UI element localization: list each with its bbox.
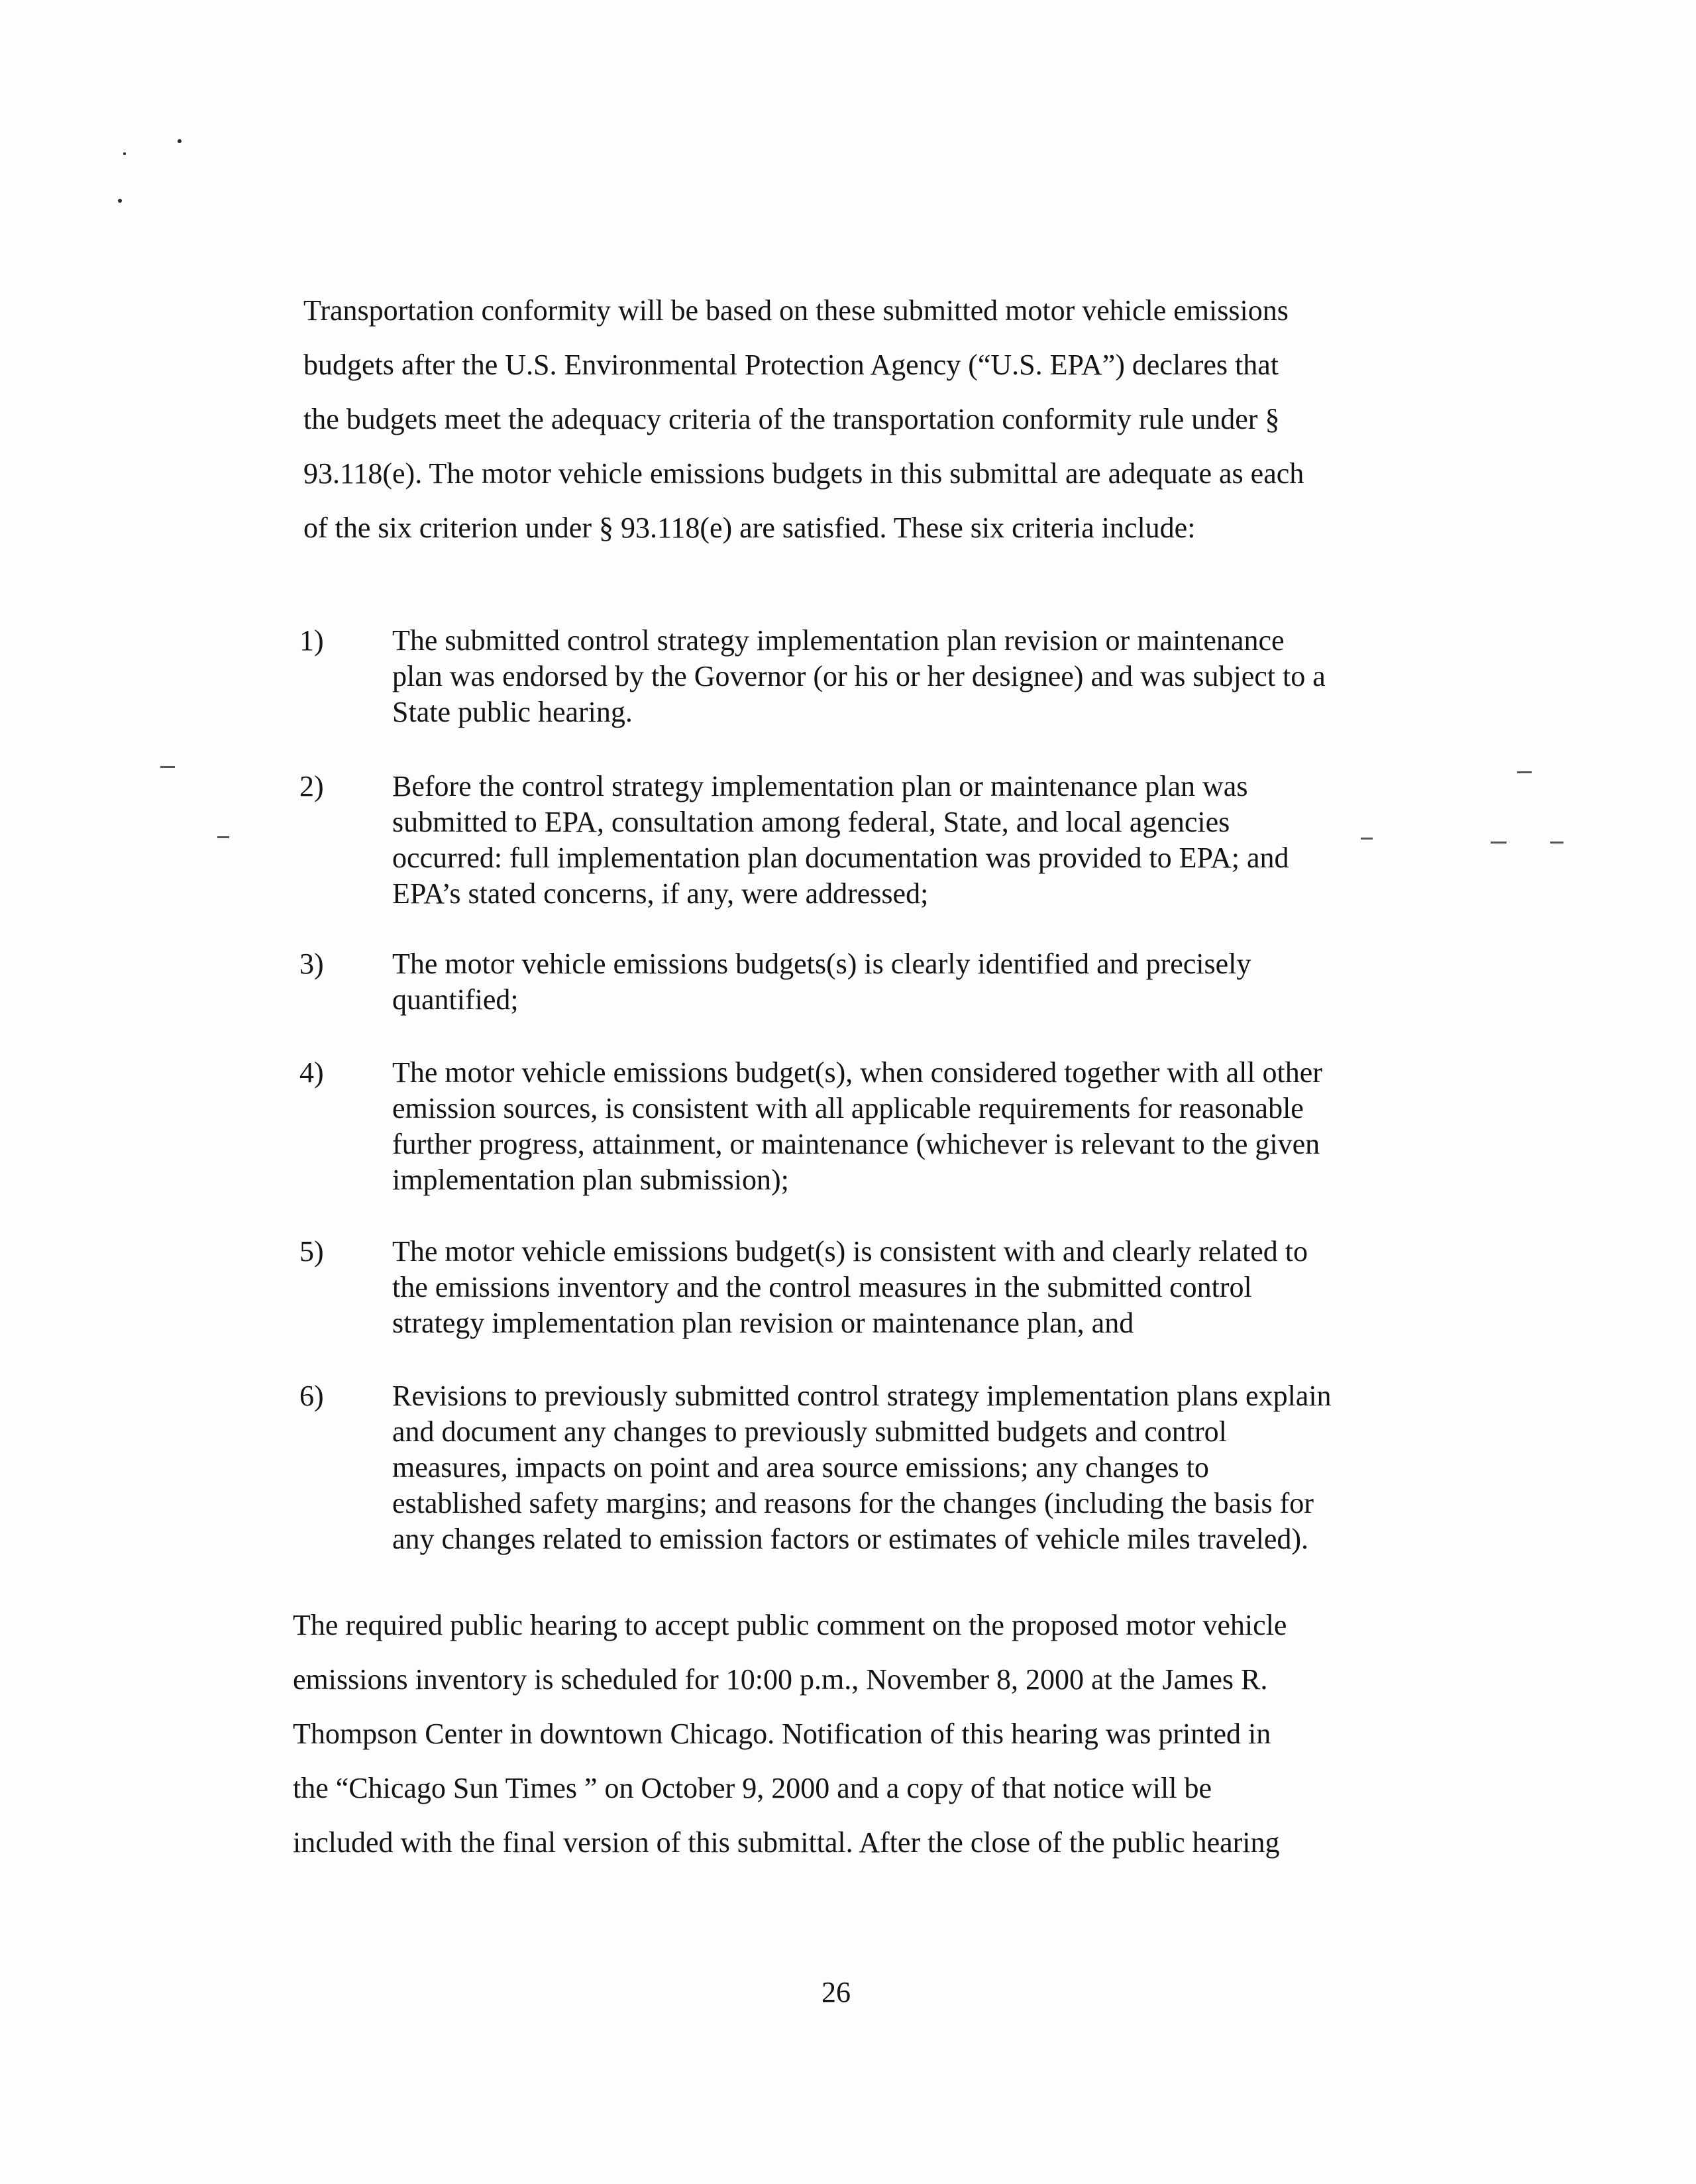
text-line: The submitted control strategy implementation plan revision or maintenance: [392, 624, 1285, 657]
scan-dash: [160, 766, 175, 768]
text-line: established safety margins; and reasons for the changes (including the basis for: [392, 1487, 1314, 1519]
criterion-number: 1): [299, 624, 324, 657]
criterion-text: [392, 1378, 1452, 1557]
text-line: occurred: full implementation plan documentation was provided to EPA; and: [392, 842, 1289, 874]
text-line: The required public hearing to accept public comment on the proposed motor vehicle: [293, 1609, 1287, 1641]
text-line: EPA’s stated concerns, if any, were addressed;: [392, 877, 929, 910]
criterion-number: 2): [299, 770, 324, 802]
scan-dash: [217, 836, 229, 838]
text-line: The motor vehicle emissions budget(s) is consistent with and clearly related to: [392, 1235, 1308, 1268]
criterion-text: [392, 946, 1452, 1018]
text-line: the budgets meet the adequacy criteria of the transportation conformity rule under §: [303, 403, 1280, 435]
criterion-text: [392, 1234, 1452, 1341]
text-line: Thompson Center in downtown Chicago. Notification of this hearing was printed in: [293, 1718, 1271, 1750]
scan-speck: [118, 199, 122, 203]
text-line: The motor vehicle emissions budget(s), when considered together with all other: [392, 1056, 1322, 1089]
text-line: further progress, attainment, or maintenance (whichever is relevant to the given: [392, 1128, 1320, 1160]
text-line: plan was endorsed by the Governor (or his or her designee) and was subject to a: [392, 660, 1326, 692]
criterion-number: 5): [299, 1235, 324, 1268]
text-line: Revisions to previously submitted control strategy implementation plans explain: [392, 1380, 1332, 1412]
text-line: measures, impacts on point and area source emissions; any changes to: [392, 1451, 1209, 1484]
text-line: 93.118(e). The motor vehicle emissions budgets in this submittal are adequate as each: [303, 457, 1304, 490]
text-line: State public hearing.: [392, 696, 633, 728]
scan-speck: [178, 139, 182, 143]
text-line: and document any changes to previously submitted budgets and control: [392, 1415, 1227, 1448]
text-line: implementation plan submission);: [392, 1164, 789, 1196]
scan-dash: [1491, 842, 1507, 844]
text-line: included with the final version of this submittal. After the close of the public hearing: [293, 1826, 1280, 1859]
text-line: emission sources, is consistent with all applicable requirements for reasonable: [392, 1092, 1304, 1124]
text-line: any changes related to emission factors or estimates of vehicle miles traveled).: [392, 1523, 1309, 1555]
text-line: of the six criterion under § 93.118(e) are satisfied. These six criteria include:: [303, 512, 1196, 544]
text-line: The motor vehicle emissions budgets(s) is clearly identified and precisely: [392, 948, 1251, 980]
text-line: Transportation conformity will be based on these submitted motor vehicle emissions: [303, 294, 1289, 327]
text-line: strategy implementation plan revision or maintenance plan, and: [392, 1307, 1134, 1339]
criterion-number: 6): [299, 1380, 324, 1412]
criterion-text: [392, 623, 1452, 730]
intro-paragraph: [303, 284, 1304, 555]
text-line: budgets after the U.S. Environmental Protection Agency (“U.S. EPA”) declares that: [303, 349, 1279, 381]
criterion-text: [392, 769, 1452, 912]
page-number: 26: [822, 1976, 851, 2008]
criterion-number: 3): [299, 948, 324, 980]
text-line: Before the control strategy implementation plan or maintenance plan was: [392, 770, 1248, 802]
criterion-text: [392, 1055, 1452, 1198]
scan-dash: [1550, 842, 1564, 844]
closing-paragraph: [293, 1598, 1287, 1870]
text-line: the “Chicago Sun Times ” on October 9, 2000 and a copy of that notice will be: [293, 1772, 1212, 1804]
text-line: emissions inventory is scheduled for 10:00 p.m., November 8, 2000 at the James R.: [293, 1663, 1268, 1696]
text-line: quantified;: [392, 983, 519, 1016]
scan-dash: [1517, 771, 1532, 773]
criterion-number: 4): [299, 1056, 324, 1089]
scan-speck: [123, 152, 126, 155]
text-line: the emissions inventory and the control measures in the submitted control: [392, 1271, 1252, 1303]
text-line: submitted to EPA, consultation among federal, State, and local agencies: [392, 806, 1230, 838]
